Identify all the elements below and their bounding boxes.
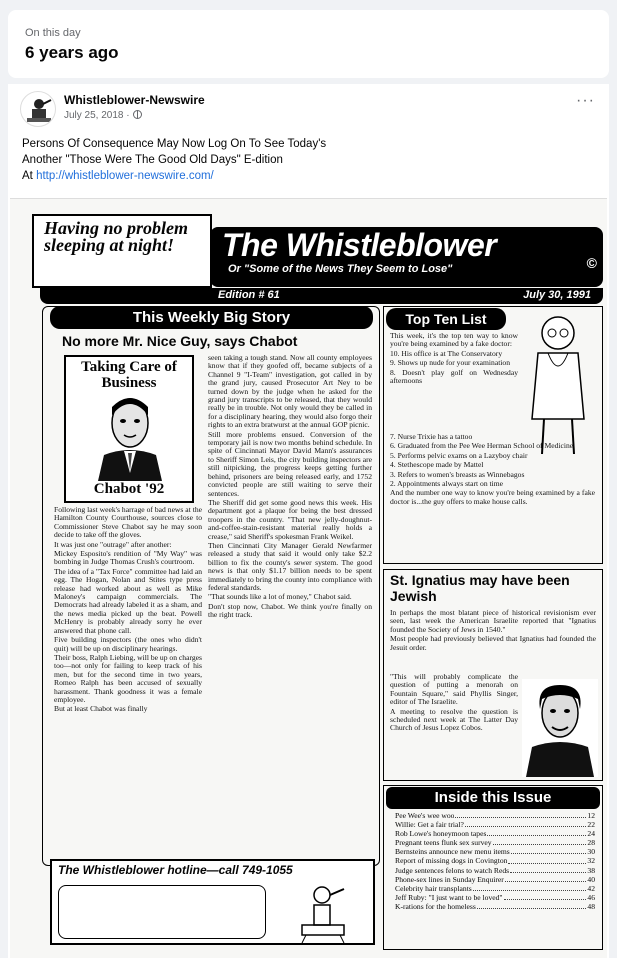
inside-issue-row xyxy=(395,820,595,829)
page-avatar[interactable] xyxy=(20,91,56,127)
story-paragraph: The Sheriff did get some good news this week. His department got a plaque for being the best dressed troopers in the country. "That new jelly-doughnut-and-coffee-stain-resistant material really holds a crease," said Sheriff's spokesman Frank Weikel. xyxy=(208,497,372,541)
story-paragraph: Don't stop now, Chabot. We think you're finally on the right track. xyxy=(208,601,372,620)
top-ten-item: 5. Performs pelvic exams on a Lazyboy chair xyxy=(390,450,528,460)
inside-issue-title: Bernsteins announce new menu items xyxy=(395,847,510,857)
hotline-title: The Whistleblower hotline—call 749-1055 xyxy=(58,863,293,877)
sleep-box xyxy=(32,214,212,288)
inside-issue-title: Willie: Get a fair trial? xyxy=(395,820,464,830)
whistleblower-figure-icon xyxy=(292,883,362,943)
top-ten-item: And the number one way to know you're being examined by a fake doctor is...the guy offers to make house calls. xyxy=(390,488,595,506)
story-column-2 xyxy=(208,354,372,854)
story-paragraph: Then Cincinnati City Manager Gerald Newfarmer released a study that said it would only take $2.2 billion to fix the county's sewer system. The good news is that only $1.17 billion needs to be spent immediately to bring the county into compliance with federal standards. xyxy=(208,540,372,592)
chabot-portrait-icon xyxy=(94,393,166,481)
st-ignatius-paragraph: "This will probably complicate the question of putting a menorah on Fountain Square," said Phyllis Singer, editor of The Israelite. xyxy=(390,672,518,707)
portrait-caption: Chabot '92 xyxy=(93,481,165,497)
inside-issue-page: 46 xyxy=(587,892,595,902)
inside-issue-page: 30 xyxy=(587,847,595,857)
st-ignatius-text xyxy=(390,609,596,669)
more-options-button[interactable]: ··· xyxy=(576,92,595,109)
st-ignatius-paragraph: Most people had previously believed that Ignatius had founded the Jesuit order. xyxy=(390,634,596,652)
top-ten-item: 10. His office is at The Conservatory xyxy=(390,348,503,358)
hotline-box xyxy=(50,859,375,945)
st-ignatius-paragraph: A meeting to resolve the question is scheduled next week at The Latter Day Church of Jesus Lopez Cobos. xyxy=(390,706,518,733)
phyllis-singer-portrait-icon xyxy=(522,679,598,777)
edition-number: Edition # 61 xyxy=(218,289,280,301)
newspaper-title: The Whistleblower xyxy=(222,227,497,263)
inside-issue-title: Jeff Ruby: "I just want to be loved" xyxy=(395,892,503,902)
inside-issue-list xyxy=(395,811,595,911)
post-text-line: Another "Those Were The Good Old Days" E-dition xyxy=(22,154,283,166)
post-text-prefix: At xyxy=(22,170,37,182)
top-ten-heading: Top Ten List xyxy=(386,308,506,330)
inside-issue-row xyxy=(395,866,595,875)
post-date-text: July 25, 2018 · xyxy=(64,110,130,121)
story-paragraph: seen taking a tough stand. Now all county employees know that if they goofed off, became subjects of a Channel 9 "I-Team" investigation, got called in by the grand jury, caused Prosecutor Art Ney to be turned down by the judge when he asked for the grand jury transcripts to be released, that they would really be in trouble. Not only would they be called in for a disciplinary hearing, they would also forgo their rights to an extra bratwurst at the annual GOP picnic. xyxy=(208,353,372,430)
inside-issue-page: 38 xyxy=(587,865,595,875)
inside-issue-title: Judge sentences felons to watch Reds xyxy=(395,865,510,875)
inside-issue-row xyxy=(395,893,595,902)
hotline-write-in-field xyxy=(58,885,266,939)
st-ignatius-paragraph: In perhaps the most blatant piece of historical revisionism ever seen, last week the American Israelite reported that "Ignatius founded the Society of Jews in 1540." xyxy=(390,608,596,634)
post-date[interactable] xyxy=(64,110,142,121)
post-text-line: Persons Of Consequence May Now Log On To See Today's xyxy=(22,138,327,150)
story-paragraph: Five building inspectors (the ones who didn't quit) will be up on disciplinary hearings. xyxy=(54,635,202,653)
inside-issue-title: K-rations for the homeless xyxy=(395,901,476,911)
story-paragraph: Their boss, Ralph Liebing, will be up on charges too—not only for failing to keep track of his men, but for the second time in two years, Romeo Ralph has been accused of sexually harassment. Thank goodness it was a female employee. xyxy=(54,652,202,704)
post-author[interactable]: Whistleblower-Newswire xyxy=(64,93,205,107)
inside-issue-page: 48 xyxy=(587,901,595,911)
inside-issue-row xyxy=(395,838,595,847)
post-text-line xyxy=(22,168,597,184)
st-ignatius-headline: St. Ignatius may have been Jewish xyxy=(390,572,570,604)
inside-issue-heading: Inside this Issue xyxy=(386,787,600,809)
story-paragraph: But at least Chabot was finally xyxy=(54,704,148,714)
inside-issue-row xyxy=(395,884,595,893)
story-paragraph: Following last week's harrage of bad news at the Hamilton County Courthouse, sources close to Commissioner Steve Chabot say he may soon decide to take off the gloves. xyxy=(54,505,202,540)
memory-years-ago: 6 years ago xyxy=(25,43,119,62)
edition-bar xyxy=(40,288,603,304)
st-ignatius-text-narrow xyxy=(390,673,518,777)
inside-issue-row xyxy=(395,829,595,838)
top-ten-list-column xyxy=(390,433,595,561)
copyright-mark: © xyxy=(586,255,597,271)
top-ten-intro-column xyxy=(390,332,518,390)
story-paragraph: The idea of a "Tax Force" committee had laid an egg. The Hogan, Nolan and Stites type press release had worked about as well as Mike Maloney's campaign commercials. The Democrats had already labeled it as a sham, and the news media picked up the beat. Powell McHenry is probably already sorry he ever answered that phone call. xyxy=(54,566,202,635)
story-paragraph: It was just one "outrage" after another: xyxy=(54,539,172,549)
masthead xyxy=(210,227,603,287)
inside-issue-row xyxy=(395,875,595,884)
inside-issue-title: Pee Wee's wee woo xyxy=(395,811,455,820)
inside-issue-page: 32 xyxy=(587,856,595,866)
issue-date: July 30, 1991 xyxy=(523,289,591,301)
story-paragraph: Mickey Esposito's rendition of "My Way" was bombing in Judge Thomas Crush's courtroom. xyxy=(54,549,202,567)
sleep-box-text: Having no problem sleeping at night! xyxy=(44,218,189,255)
inside-issue-row xyxy=(395,856,595,865)
top-ten-item: 4. Stethescope made by Mattel xyxy=(390,460,484,470)
whistleblower-logo-icon xyxy=(21,92,56,127)
weekly-story-heading: This Weekly Big Story xyxy=(50,306,373,329)
top-ten-item: 8. Doesn't play golf on Wednesday afternoons xyxy=(390,367,518,386)
post-text xyxy=(22,136,597,184)
story-paragraph: Still more problems ensued. Conversion of the temporary jail is now two months behind schedule. In spite of Cincinnati Mayor David Mann's assurances to Sheriff Simon Leis, the city building inspectors are still nitpicking, the progress keeps getting further behind, prisoners are being released early, and 1752 convicted people are still waiting to serve their sentences. xyxy=(208,429,372,498)
memory-label: On this day xyxy=(25,27,81,39)
top-ten-item: This week, it's the top ten way to know you're being examined by a fake doctor: xyxy=(390,331,518,349)
inside-issue-page: 40 xyxy=(587,874,595,884)
memory-card xyxy=(8,10,609,78)
post-card xyxy=(8,84,609,958)
inside-issue-row xyxy=(395,847,595,856)
top-ten-item: 7. Nurse Trixie has a tattoo xyxy=(390,432,473,441)
inside-issue-page: 42 xyxy=(587,883,595,893)
top-ten-item: 3. Refers to women's breasts as Winnebagos xyxy=(390,469,525,479)
post-link[interactable]: http://whistleblower-newswire.com/ xyxy=(36,170,214,182)
newspaper-subtitle: Or "Some of the News They Seem to Lose" xyxy=(228,263,453,275)
globe-icon xyxy=(133,110,142,119)
inside-issue-page: 12 xyxy=(587,811,595,820)
inside-issue-title: Rob Lowe's honeymoon tapes xyxy=(395,829,487,839)
portrait-title: Taking Care of Business xyxy=(81,359,177,391)
inside-issue-row xyxy=(395,902,595,911)
top-ten-item: 9. Shows up nude for your examination xyxy=(390,358,511,368)
story-paragraph: "That sounds like a lot of money," Chabot said. xyxy=(208,592,352,602)
inside-issue-page: 24 xyxy=(587,829,595,839)
inside-issue-title: Pregnant teens flunk sex survey xyxy=(395,838,492,848)
portrait-box xyxy=(64,355,194,503)
top-ten-item: 2. Appointments always start on time xyxy=(390,479,504,489)
newspaper-image[interactable] xyxy=(10,198,607,958)
inside-issue-row xyxy=(395,811,595,820)
inside-issue-title: Phone-sex lines in Sunday Enquirer xyxy=(395,874,504,884)
story-headline: No more Mr. Nice Guy, says Chabot xyxy=(62,333,298,349)
inside-issue-title: Celebrity hair transplants xyxy=(395,883,472,893)
inside-issue-title: Report of missing dogs in Covington xyxy=(395,856,508,866)
inside-issue-page: 22 xyxy=(587,820,595,830)
top-ten-item: 6. Graduated from the Pee Wee Herman School of Medicine xyxy=(390,441,574,451)
story-column-1 xyxy=(54,506,202,856)
inside-issue-page: 28 xyxy=(587,838,595,848)
